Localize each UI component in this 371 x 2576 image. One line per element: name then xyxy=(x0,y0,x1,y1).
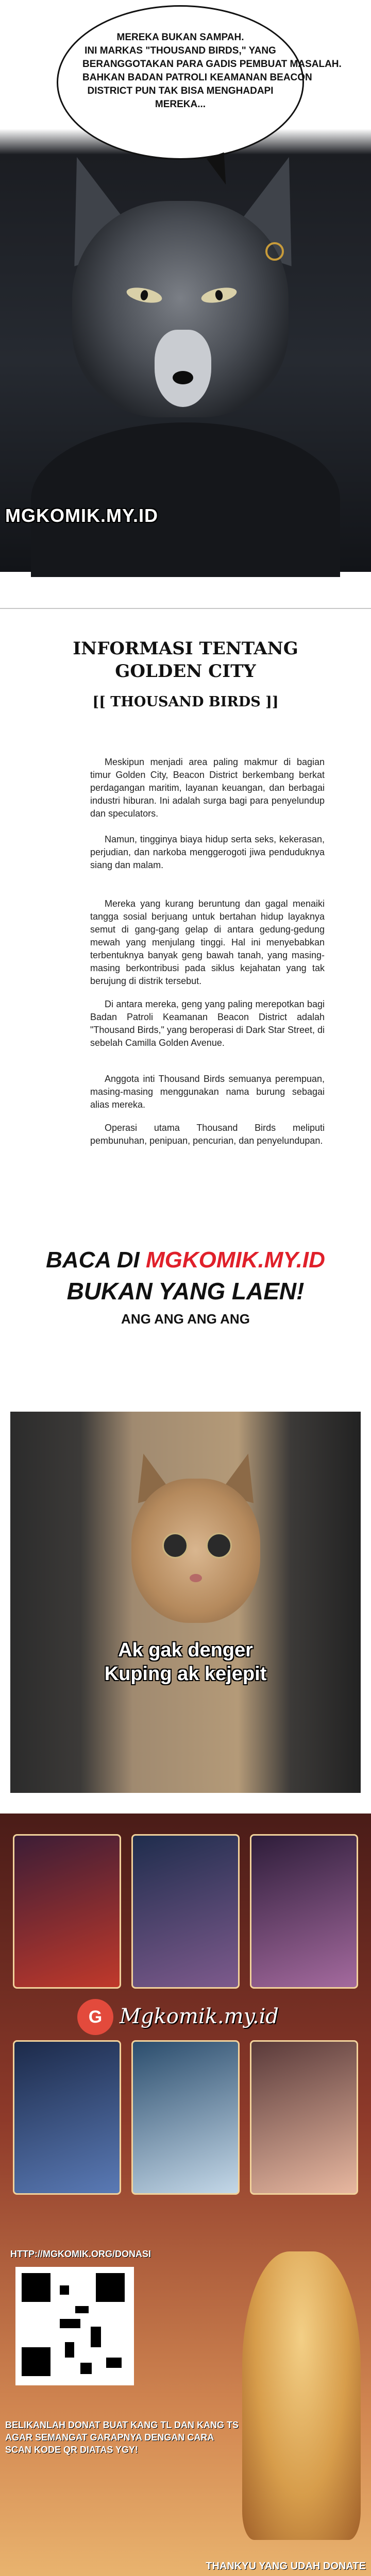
donate-message-line: SCAN KODE QR DIATAS YGY! xyxy=(5,2445,139,2455)
comic-cover-card[interactable] xyxy=(13,1834,121,1989)
gold-earring xyxy=(265,242,284,261)
donate-panel xyxy=(0,1814,371,2576)
creature-snout xyxy=(155,330,211,407)
cat-nose xyxy=(190,1574,202,1582)
cat-caption xyxy=(0,1638,371,1686)
donate-qr-code[interactable] xyxy=(15,2267,134,2385)
donate-message-line: AGAR SEMANGAT GARAPNYA DENGAN CARA xyxy=(5,2432,214,2443)
cat-face xyxy=(131,1479,260,1623)
bubble-line: INI MARKAS "THOUSAND BIRDS," YANG xyxy=(85,45,276,56)
cat-eye-left xyxy=(162,1533,188,1558)
site-logo-name: Mgkomik.my.id xyxy=(120,2005,279,2028)
manga-scene-panel xyxy=(0,0,371,572)
promo-prefix: BACA DI xyxy=(46,1247,146,1273)
promo-line-1 xyxy=(0,1247,371,1274)
donate-message xyxy=(5,2419,239,2456)
site-logo[interactable] xyxy=(77,1999,294,2035)
creature-nose xyxy=(173,371,193,384)
info-paragraph: Operasi utama Thousand Birds meliputi pembunuhan, penipuan, pencurian, dan penyelundupan. xyxy=(90,1123,325,1146)
promo-line-3: ANG ANG ANG ANG xyxy=(121,1311,250,1327)
speech-bubble-tail xyxy=(207,152,234,188)
info-paragraph: Di antara mereka, geng yang paling merepotkan bagi Badan Patroli Keamanan Beacon District adalah "Thousand Birds," yang beroperasi di Dark Star Street, di sebelah Camilla Golden Avenue. xyxy=(90,999,325,1048)
comic-cover-card[interactable] xyxy=(13,2040,121,2195)
info-subtitle: [[ THOUSAND BIRDS ]] xyxy=(92,694,279,710)
info-paragraph: Anggota inti Thousand Birds semuanya perempuan, masing-masing menggunakan nama burung sebagai alias mereka. xyxy=(90,1074,325,1110)
cat-meme-panel xyxy=(0,1401,371,1803)
info-paragraph: Meskipun menjadi area paling makmur di bagian timur Golden City, Beacon District berkembang berkat perdagangan maritim, layanan keuangan, dan berbagai industri hiburan. Ini adalah surga bagi para penyelundup dan speculators. xyxy=(90,757,325,819)
comic-cover-card[interactable] xyxy=(131,2040,240,2195)
anime-girl-mascot xyxy=(242,2251,361,2540)
comic-cover-card[interactable] xyxy=(250,2040,358,2195)
bubble-line: BERANGGOTAKAN PARA GADIS PEMBUAT MASALAH. xyxy=(82,59,342,70)
site-watermark: MGKOMIK.MY.ID xyxy=(5,505,158,526)
comic-cover-card[interactable] xyxy=(250,1834,358,1989)
cat-photo xyxy=(10,1412,361,1793)
info-title-line: INFORMASI TENTANG xyxy=(73,638,298,659)
promo-site-link[interactable]: MGKOMIK.MY.ID xyxy=(145,1247,325,1273)
cat-eye-right xyxy=(206,1533,232,1558)
info-paragraph: Namun, tingginya biaya hidup serta seks, kekerasan, perjudian, dan narkoba menggerogoti jiwa penduduknya siang dan malam. xyxy=(90,834,325,870)
promo-line-2: BUKAN YANG LAEN! xyxy=(66,1278,305,1304)
donate-message-line: BELIKANLAH DONAT BUAT KANG TL DAN KANG TS xyxy=(5,2420,239,2430)
info-title-line: GOLDEN CITY xyxy=(115,661,256,682)
comic-cover-card[interactable] xyxy=(131,1834,240,1989)
bubble-line: MEREKA... xyxy=(155,99,206,110)
info-paragraph: Mereka yang kurang beruntung dan gagal menaiki tangga sosial berjuang untuk bertahan hidup layaknya semut di gang-gang gelap di antara gedung-gedung mewah yang menjulang tinggi. Hal ini menyebabkan terbentuknya banyak geng bawah tanah, yang masing-masing berkontribusi pada siklus kejahatan yang tak berujung di distrik tersebut. xyxy=(90,899,325,986)
bubble-line: DISTRICT PUN TAK BISA MENGHADAPI xyxy=(87,86,274,96)
cat-caption-line: Kuping ak kejepit xyxy=(104,1663,267,1685)
donate-link[interactable]: HTTP://MGKOMIK.ORG/DONASI xyxy=(10,2249,151,2259)
bubble-line: BAHKAN BADAN PATROLI KEAMANAN BEACON xyxy=(82,72,312,83)
promo-panel xyxy=(0,1236,371,1370)
cat-caption-line: Ak gak denger xyxy=(118,1639,253,1661)
speech-bubble-text xyxy=(82,31,342,111)
info-title xyxy=(0,637,371,683)
site-logo-icon: G xyxy=(77,1999,113,2035)
bubble-line: MEREKA BUKAN SAMPAH. xyxy=(116,32,244,43)
creature-coat xyxy=(31,422,340,577)
info-panel xyxy=(0,609,371,1146)
donate-thanks: THANKYU YANG UDAH DONATE xyxy=(206,2561,366,2572)
